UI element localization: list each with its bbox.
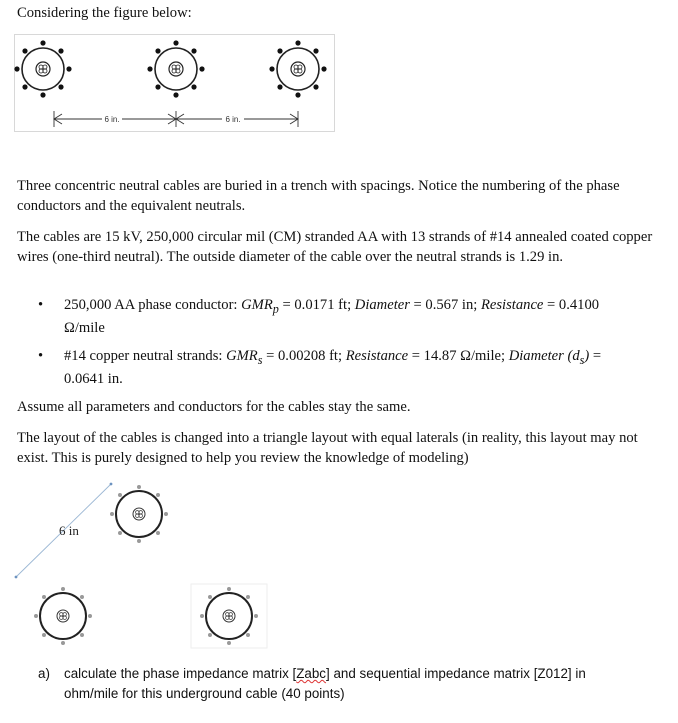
cable-top (110, 485, 168, 543)
cable-bottom-right (191, 584, 267, 648)
paragraph-triangle-layout: The layout of the cables is changed into a triangle layout with equal laterals (in reality, this layout may not exist. This is purely designed to help you review the knowledge of modeling) (17, 430, 638, 466)
paragraph-assumption: Assume all parameters and conductors for the cables stay the same. (17, 399, 411, 415)
bullet-symbol: • (38, 297, 44, 313)
bullet-text: #14 copper neutral strands: $GMR_s = 0.00208$ ft; Resistance = 14.87 Ω/mile; Diameter $(d_s) = 0.0641$ in. (64, 348, 602, 388)
intro-text: Considering the figure below: (17, 5, 192, 21)
spacing-label-2: 6 in. (225, 115, 241, 124)
paragraph-trench-description: Three concentric neutral cables are buried in a trench with spacings. Notice the numbering of the phase conductors and the equivalent neutrals. (17, 178, 620, 214)
paragraph-cable-specs: The cables are 15 kV, 250,000 circular mil (CM) stranded AA with 13 strands of #14 annealed coated copper wires (one-third neutral). The outside diameter of the cable over the neutral strands is 1.29 in. (17, 229, 653, 265)
spellcheck-flagged-word[interactable]: Zabc (296, 666, 327, 681)
question-label: a) (38, 666, 50, 681)
bullet-text: 250,000 AA phase conductor: $GMR_p = 0.0171$ ft; Diameter = 0.567 in; Resistance = 0.4100 Ω/mile (64, 297, 600, 337)
spacing-label: 6 in (59, 523, 79, 538)
spacing-label-1: 6 in. (104, 115, 120, 124)
question-text: calculate the phase impedance matrix [Zabc] and sequential impedance matrix [Z012] in ohm/mile for this underground cable (40 points) (64, 666, 586, 701)
bullet-symbol: • (38, 348, 44, 364)
triangle-layout-figure (10, 480, 270, 650)
cable-row-figure (14, 34, 336, 134)
cable-bottom-left (34, 587, 92, 645)
